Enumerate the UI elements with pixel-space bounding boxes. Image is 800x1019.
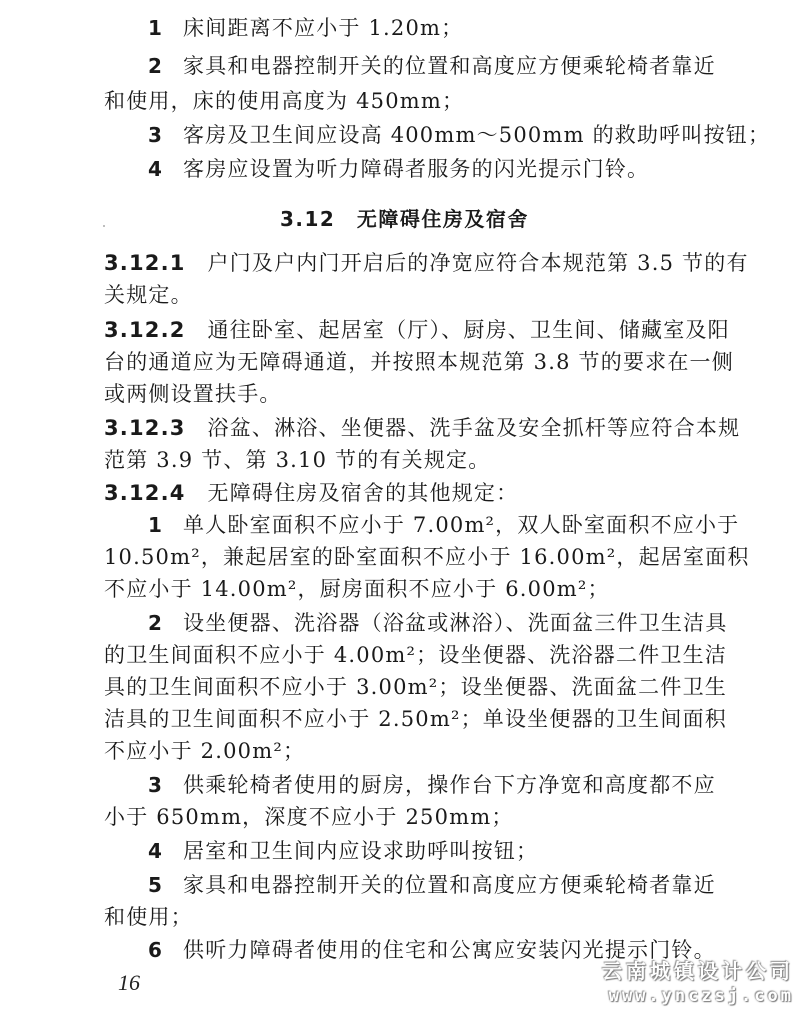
sub-item-line bbox=[148, 771, 800, 799]
clause-text: 浴盆、淋浴、坐便器、洗手盆及安全抓杆等应符合本规 bbox=[207, 416, 741, 440]
sub-item-continuation: 和使用； bbox=[104, 905, 193, 929]
faint-background-mark bbox=[720, 470, 800, 600]
clause-line bbox=[104, 316, 800, 344]
clause-continuation: 范第 3.9 节、第 3.10 节的有关规定。 bbox=[104, 448, 491, 472]
sub-item-text: 供听力障碍者使用的住宅和公寓应安装闪光提示门铃。 bbox=[183, 938, 716, 962]
clause-continuation: 台的通道应为无障碍通道，并按照本规范第 3.8 节的要求在一侧 bbox=[104, 350, 734, 374]
sub-item-continuation: 的卫生间面积不应小于 4.00m²；设坐便器、洗浴器二件卫生洁 bbox=[104, 643, 727, 667]
clause-number: 3.12.2 bbox=[104, 318, 186, 342]
watermark-url: www.ynczsj.com bbox=[608, 986, 794, 1006]
item-line-continuation bbox=[104, 87, 800, 115]
clause-text: 通往卧室、起居室（厅）、厨房、卫生间、储藏室及阳 bbox=[207, 318, 730, 342]
sub-item-number: 3 bbox=[148, 773, 164, 797]
item-number: 1 bbox=[148, 16, 164, 40]
sub-item-number: 1 bbox=[148, 513, 164, 537]
sub-item-continuation: 具的卫生间面积不应小于 3.00m²；设坐便器、洗面盆二件卫生 bbox=[104, 675, 727, 699]
sub-item-text: 单人卧室面积不应小于 7.00m²，双人卧室面积不应小于 bbox=[183, 513, 740, 537]
item-number: 3 bbox=[148, 123, 164, 147]
clause-number: 3.12.3 bbox=[104, 416, 186, 440]
clause-number: 3.12.4 bbox=[104, 481, 186, 505]
item-text: 家具和电器控制开关的位置和高度应方便乘轮椅者靠近 bbox=[183, 54, 716, 78]
clause-continuation: 关规定。 bbox=[104, 283, 193, 307]
sub-item-continuation: 10.50m²，兼起居室的卧室面积不应小于 16.00m²，起居室面积 bbox=[104, 545, 750, 569]
item-text: 客房及卫生间应设高 400mm～500mm 的救助呼叫按钮； bbox=[183, 123, 771, 147]
clause-line bbox=[104, 479, 800, 507]
item-line bbox=[148, 52, 800, 80]
clause-continuation: 或两侧设置扶手。 bbox=[104, 382, 282, 406]
clause-text: 无障碍住房及宿舍的其他规定： bbox=[207, 481, 519, 505]
sub-item-line bbox=[148, 837, 800, 865]
sub-item-line bbox=[148, 609, 800, 637]
item-number: 4 bbox=[148, 157, 164, 181]
sub-item-continuation: 小于 650mm，深度不应小于 250mm； bbox=[104, 805, 514, 829]
clause-number: 3.12.1 bbox=[104, 251, 186, 275]
sub-item-text: 居室和卫生间内应设求助呼叫按钮； bbox=[183, 839, 539, 863]
page-number: 16 bbox=[118, 970, 140, 995]
site-watermark bbox=[590, 958, 800, 1014]
sub-item-text: 供乘轮椅者使用的厨房，操作台下方净宽和高度都不应 bbox=[183, 773, 716, 797]
clause-line bbox=[104, 249, 800, 277]
sub-item-text: 家具和电器控制开关的位置和高度应方便乘轮椅者靠近 bbox=[183, 873, 716, 897]
sub-item-continuation: 洁具的卫生间面积不应小于 2.50m²；单设坐便器的卫生间面积 bbox=[104, 707, 727, 731]
item-text: 和使用，床的使用高度为 450mm； bbox=[104, 89, 465, 113]
watermark-name: 云南城镇设计公司 bbox=[602, 959, 794, 983]
section-heading: 3.12 无障碍住房及宿舍 bbox=[280, 207, 529, 231]
item-line bbox=[148, 14, 800, 42]
item-line bbox=[148, 121, 800, 149]
clause-line bbox=[104, 414, 800, 442]
item-line bbox=[148, 155, 800, 183]
sub-item-text: 设坐便器、洗浴器（浴盆或淋浴）、洗面盆三件卫生洁具 bbox=[183, 611, 728, 635]
sub-item-number: 2 bbox=[148, 611, 164, 635]
sub-item-continuation: 不应小于 14.00m²，厨房面积不应小于 6.00m²； bbox=[104, 577, 610, 601]
sub-item-line bbox=[148, 871, 800, 899]
scan-speck bbox=[103, 225, 105, 227]
item-number: 2 bbox=[148, 54, 164, 78]
item-text: 客房应设置为听力障碍者服务的闪光提示门铃。 bbox=[183, 157, 650, 181]
item-text: 床间距离不应小于 1.20m； bbox=[183, 16, 464, 40]
sub-item-number: 5 bbox=[148, 873, 164, 897]
sub-item-line bbox=[148, 511, 800, 539]
clause-text: 户门及户内门开启后的净宽应符合本规范第 3.5 节的有 bbox=[207, 251, 749, 275]
sub-item-continuation: 不应小于 2.00m²； bbox=[104, 739, 306, 763]
sub-item-number: 4 bbox=[148, 839, 164, 863]
sub-item-number: 6 bbox=[148, 938, 164, 962]
